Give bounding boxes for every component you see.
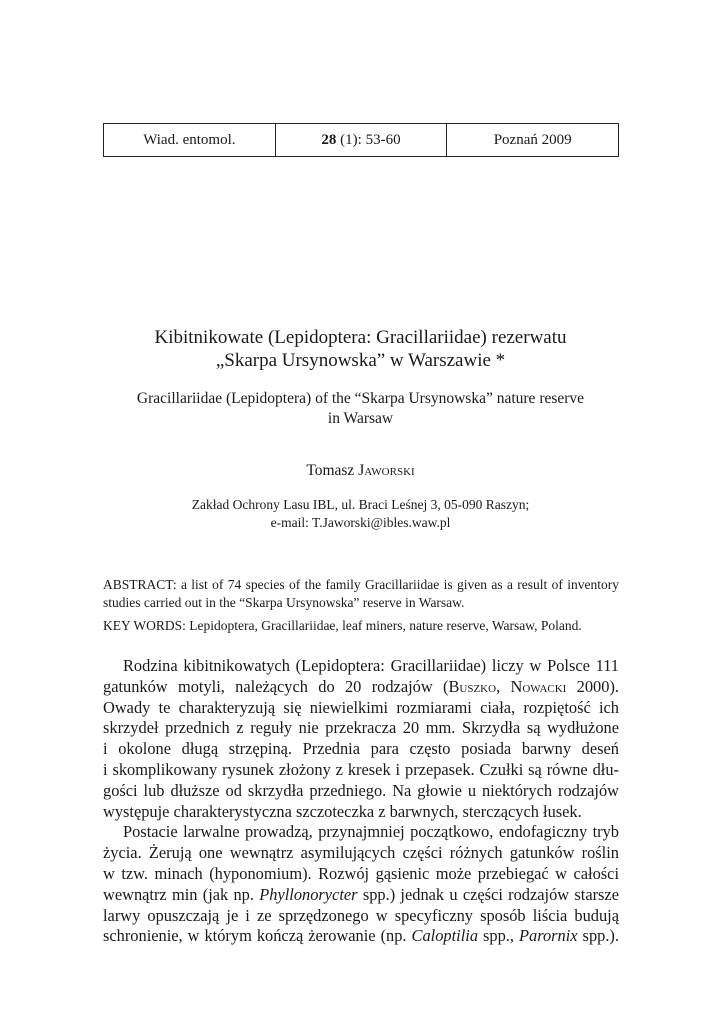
citation-author: Nowacki: [510, 676, 567, 696]
body-line: w tzw. minach (hyponomium). Rozwój gąsienic może przebiegać w całości: [103, 863, 619, 883]
body-text-run: ,: [496, 676, 511, 696]
volume-number: 28: [321, 131, 337, 148]
title-english: [60, 389, 661, 429]
author-first-name: Tomasz: [306, 462, 359, 479]
key-words: KEY WORDS: Lepidoptera, Gracillariidae, leaf miners, nature reserve, Warsaw, Poland.: [103, 618, 582, 633]
body-line: [103, 885, 619, 906]
body-line: [103, 926, 619, 947]
affiliation-address: Zakład Ochrony Lasu IBL, ul. Braci Leśnej 3, 05-090 Raszyn;: [191, 497, 530, 512]
volume-issue-pages: [275, 124, 447, 156]
body-line: występuje charakterystyczna szczoteczka z barwnych, sterczących łusek.: [103, 801, 582, 821]
citation-author: Buszko: [448, 676, 497, 696]
body-text-run: spp.) jednak u części rodzajów starsze: [357, 884, 619, 904]
body-line: i okolone długą strzępiną. Przednia para często posiada barwny deseń: [103, 739, 619, 759]
author-last-name: Jaworski: [358, 462, 415, 479]
issue-pages: (1): 53-60: [340, 131, 401, 148]
body-text-run: gatunków motyli, należących do 20 rodzajów (: [103, 676, 449, 696]
body-text-run: wewnątrz min (jak np.: [103, 884, 260, 904]
title-english-line2: in Warsaw: [327, 410, 394, 427]
body-line: Postacie larwalne prowadzą, przynajmniej początkowo, endofagiczny tryb: [123, 822, 619, 842]
body-line: [103, 677, 619, 698]
body-text-run: spp.).: [577, 926, 619, 946]
taxon-name: Phyllonorycter: [259, 884, 358, 904]
body-text: [103, 656, 619, 947]
journal-name: Wiad. entomol.: [143, 131, 236, 148]
journal-header-box: [103, 123, 619, 157]
body-text-run: 2000).: [566, 676, 619, 696]
title-polish-line2: „Skarpa Ursynowska” w Warszawie *: [215, 350, 506, 371]
body-line: skrzydeł przednich z reguły nie przekracza 20 mm. Skrzydła są wydłużone: [103, 718, 619, 738]
body-line: Owady te charakteryzują się niewielkimi rozmiarami ciała, rozpiętość ich: [103, 697, 619, 717]
abstract: [103, 576, 619, 611]
title-polish-line1: Kibitnikowate (Lepidoptera: Gracillariidae) rezerwatu: [154, 327, 567, 348]
body-text-run: spp.,: [478, 926, 519, 946]
body-line: Rodzina kibitnikowatych (Lepidoptera: Gracillariidae) liczy w Polsce 111: [123, 656, 619, 675]
body-line: życia. Żerują one wewnątrz asymilujących części różnych gatunków roślin: [103, 843, 619, 863]
affiliation: [60, 496, 661, 532]
place-year: Poznań 2009: [446, 124, 618, 156]
title-english-line1: Gracillariidae (Lepidoptera) of the “Skarpa Ursynowska” nature reserve: [136, 390, 585, 407]
body-line: gości lub dłuższe od skrzydła przedniego. Na głowie u niektórych rodzajów: [103, 780, 619, 800]
body-line: i skomplikowany rysunek złożony z kresek i przepasek. Czułki są równe dłu-: [103, 759, 619, 779]
taxon-name: Parornix: [518, 926, 578, 946]
abstract-line1: ABSTRACT: a list of 74 species of the family Gracillariidae is given as a result of inventory: [103, 577, 619, 592]
author: [60, 461, 661, 481]
abstract-line2: studies carried out in the “Skarpa Ursynowska” reserve in Warsaw.: [103, 594, 465, 610]
taxon-name: Caloptilia: [411, 926, 479, 946]
body-text-run: schronienie, w którym kończą żerowanie (np.: [103, 926, 412, 946]
body-line: larwy opuszczają je i ze sprzędzonego w specyficzny sposób liścia budują: [103, 905, 619, 925]
title-polish: [60, 326, 661, 372]
affiliation-email: e-mail: T.Jaworski@ibles.waw.pl: [270, 515, 451, 530]
